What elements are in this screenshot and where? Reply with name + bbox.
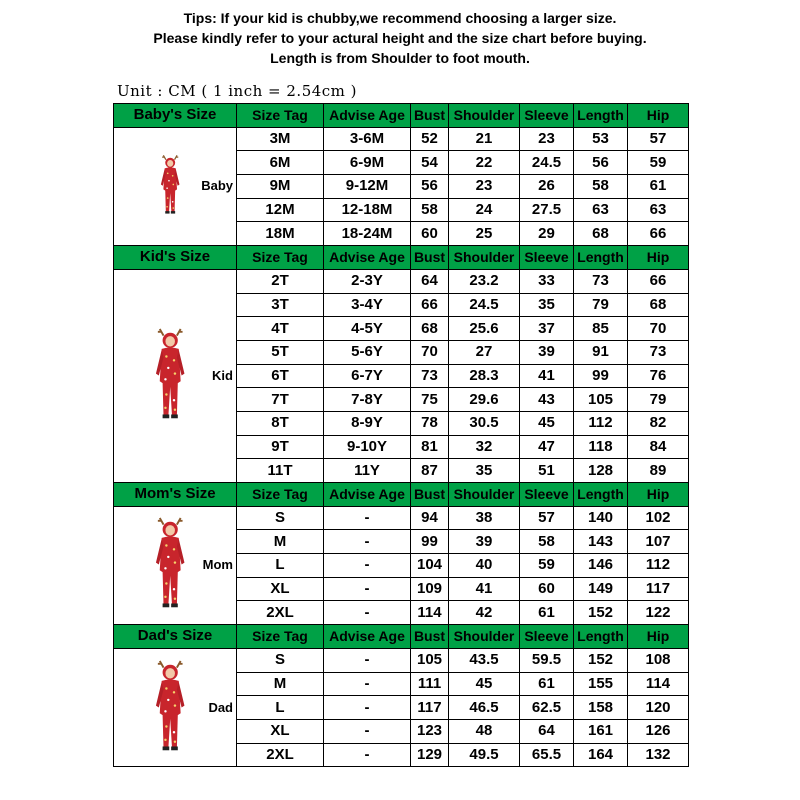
mom-pajama-figure [151,516,189,616]
table-cell: 60 [520,577,574,601]
table-row [114,127,689,151]
table-cell: 2XL [237,601,324,625]
table-cell: 63 [628,198,689,222]
table-cell: 18-24M [324,222,411,246]
table-cell: 26 [520,175,574,199]
table-cell: 9M [237,175,324,199]
table-cell: 4T [237,317,324,341]
table-cell: 2XL [237,743,324,767]
table-cell: XL [237,577,324,601]
section-header-row [114,246,689,270]
table-cell: 78 [411,411,449,435]
table-cell: 66 [628,222,689,246]
column-header: Shoulder [449,104,520,128]
table-cell: 25 [449,222,520,246]
table-cell: L [237,696,324,720]
table-cell: 47 [520,435,574,459]
column-header: Shoulder [449,483,520,507]
table-cell: 152 [574,601,628,625]
table-cell: 79 [628,388,689,412]
table-cell: 24.5 [520,151,574,175]
table-cell: 68 [411,317,449,341]
table-cell: 118 [574,435,628,459]
dad-pajama-figure [151,658,189,758]
table-cell: 114 [628,672,689,696]
table-cell: 37 [520,317,574,341]
table-cell: 81 [411,435,449,459]
table-cell: 152 [574,648,628,672]
table-cell: 22 [449,151,520,175]
table-cell: 158 [574,696,628,720]
table-cell: 61 [628,175,689,199]
section-title: Kid's Size [114,246,237,270]
table-cell: 76 [628,364,689,388]
table-cell: 52 [411,127,449,151]
section-header-row [114,625,689,649]
table-cell: 8T [237,411,324,435]
table-cell: - [324,601,411,625]
table-cell: 35 [520,293,574,317]
table-cell: 57 [628,127,689,151]
table-cell: 129 [411,743,449,767]
table-cell: 45 [520,411,574,435]
section-header-row [114,483,689,507]
table-cell: 5-6Y [324,340,411,364]
table-cell: 94 [411,506,449,530]
table-cell: 85 [574,317,628,341]
table-cell: 39 [520,340,574,364]
table-cell: 73 [574,269,628,293]
column-header: Advise Age [324,246,411,270]
model-image-cell [114,648,237,766]
table-cell: 11Y [324,459,411,483]
person-label: Mom [202,557,233,573]
table-cell: 9-12M [324,175,411,199]
column-header: Length [574,483,628,507]
table-cell: 70 [628,317,689,341]
column-header: Size Tag [237,104,324,128]
table-cell: L [237,554,324,578]
kid-pajama-figure [151,326,189,426]
tip-line-2: Please kindly refer to your actural height and the size chart before buying. [153,30,647,46]
table-cell: 59.5 [520,648,574,672]
table-cell: 21 [449,127,520,151]
table-cell: 3T [237,293,324,317]
table-cell: 146 [574,554,628,578]
table-cell: 3-6M [324,127,411,151]
table-cell: 114 [411,601,449,625]
table-cell: 9-10Y [324,435,411,459]
table-cell: 11T [237,459,324,483]
table-cell: M [237,672,324,696]
table-cell: 39 [449,530,520,554]
tip-line-3: Length is from Shoulder to foot mouth. [270,50,530,66]
table-cell: 58 [411,198,449,222]
table-cell: 59 [520,554,574,578]
model-image-cell [114,506,237,624]
column-header: Length [574,104,628,128]
table-cell: 38 [449,506,520,530]
table-cell: 23 [449,175,520,199]
table-cell: 143 [574,530,628,554]
column-header: Size Tag [237,246,324,270]
table-cell: - [324,577,411,601]
column-header: Advise Age [324,483,411,507]
table-cell: 66 [628,269,689,293]
table-cell: 24.5 [449,293,520,317]
column-header: Bust [411,246,449,270]
table-cell: 42 [449,601,520,625]
table-cell: 117 [628,577,689,601]
table-cell: 43 [520,388,574,412]
model-image-cell [114,127,237,245]
table-cell: 54 [411,151,449,175]
table-row [114,269,689,293]
table-row [114,506,689,530]
table-cell: 102 [628,506,689,530]
table-cell: 68 [628,293,689,317]
table-cell: 70 [411,340,449,364]
column-header: Size Tag [237,483,324,507]
table-cell: 155 [574,672,628,696]
table-cell: 7T [237,388,324,412]
table-cell: 8-9Y [324,411,411,435]
column-header: Advise Age [324,625,411,649]
column-header: Length [574,625,628,649]
column-header: Shoulder [449,246,520,270]
table-cell: 140 [574,506,628,530]
column-header: Sleeve [520,104,574,128]
table-cell: 161 [574,719,628,743]
table-cell: 123 [411,719,449,743]
table-cell: 105 [574,388,628,412]
table-cell: 58 [574,175,628,199]
column-header: Hip [628,625,689,649]
table-cell: 87 [411,459,449,483]
table-cell: 12M [237,198,324,222]
table-cell: - [324,648,411,672]
table-cell: 79 [574,293,628,317]
table-cell: 3-4Y [324,293,411,317]
table-cell: - [324,719,411,743]
unit-note: Unit : CM ( 1 inch = 2.54cm ) [117,82,358,100]
column-header: Bust [411,483,449,507]
table-cell: 65.5 [520,743,574,767]
table-cell: 132 [628,743,689,767]
table-cell: 63 [574,198,628,222]
column-header: Bust [411,104,449,128]
table-cell: 12-18M [324,198,411,222]
size-chart-table [113,103,689,767]
table-cell: 56 [574,151,628,175]
table-cell: 58 [520,530,574,554]
table-cell: 111 [411,672,449,696]
table-cell: 73 [628,340,689,364]
section-title: Dad's Size [114,625,237,649]
table-cell: M [237,530,324,554]
baby-pajama-figure [158,154,183,219]
table-cell: 4-5Y [324,317,411,341]
table-cell: 104 [411,554,449,578]
table-cell: 84 [628,435,689,459]
table-cell: 128 [574,459,628,483]
person-label: Baby [201,178,233,194]
table-cell: 28.3 [449,364,520,388]
table-cell: 149 [574,577,628,601]
table-cell: 29 [520,222,574,246]
table-cell: 32 [449,435,520,459]
table-cell: 99 [574,364,628,388]
table-cell: 53 [574,127,628,151]
section-header-row [114,104,689,128]
table-cell: 25.6 [449,317,520,341]
table-cell: 56 [411,175,449,199]
table-cell: 24 [449,198,520,222]
column-header: Advise Age [324,104,411,128]
table-cell: 29.6 [449,388,520,412]
column-header: Size Tag [237,625,324,649]
column-header: Bust [411,625,449,649]
table-cell: 62.5 [520,696,574,720]
table-cell: 105 [411,648,449,672]
table-cell: - [324,672,411,696]
table-cell: 9T [237,435,324,459]
table-cell: 23.2 [449,269,520,293]
table-cell: - [324,554,411,578]
section-title: Mom's Size [114,483,237,507]
table-cell: 91 [574,340,628,364]
table-cell: 61 [520,601,574,625]
table-cell: 6-9M [324,151,411,175]
table-cell: 30.5 [449,411,520,435]
table-cell: 41 [520,364,574,388]
table-cell: 33 [520,269,574,293]
table-cell: 112 [574,411,628,435]
table-cell: 59 [628,151,689,175]
tips-block [0,8,800,68]
person-label: Dad [208,699,233,715]
column-header: Hip [628,246,689,270]
table-cell: 73 [411,364,449,388]
table-cell: 117 [411,696,449,720]
table-cell: S [237,648,324,672]
model-image-cell [114,269,237,482]
table-cell: 27 [449,340,520,364]
section-title: Baby's Size [114,104,237,128]
column-header: Sleeve [520,625,574,649]
table-cell: 18M [237,222,324,246]
table-cell: 6-7Y [324,364,411,388]
table-cell: 49.5 [449,743,520,767]
table-cell: - [324,506,411,530]
table-cell: 61 [520,672,574,696]
table-cell: 109 [411,577,449,601]
table-cell: 2-3Y [324,269,411,293]
table-cell: 6T [237,364,324,388]
table-cell: 23 [520,127,574,151]
column-header: Length [574,246,628,270]
table-row [114,648,689,672]
table-cell: XL [237,719,324,743]
table-cell: 82 [628,411,689,435]
table-cell: 66 [411,293,449,317]
table-cell: 112 [628,554,689,578]
table-cell: 7-8Y [324,388,411,412]
table-cell: 89 [628,459,689,483]
table-cell: 43.5 [449,648,520,672]
table-cell: 27.5 [520,198,574,222]
column-header: Hip [628,483,689,507]
table-cell: 64 [520,719,574,743]
table-cell: 108 [628,648,689,672]
table-cell: 120 [628,696,689,720]
table-cell: 3M [237,127,324,151]
table-cell: 40 [449,554,520,578]
table-cell: - [324,743,411,767]
table-cell: 46.5 [449,696,520,720]
table-cell: 6M [237,151,324,175]
table-cell: 164 [574,743,628,767]
table-cell: - [324,696,411,720]
column-header: Hip [628,104,689,128]
column-header: Shoulder [449,625,520,649]
table-cell: 75 [411,388,449,412]
column-header: Sleeve [520,246,574,270]
table-cell: 64 [411,269,449,293]
table-cell: 51 [520,459,574,483]
tip-line-1: Tips: If your kid is chubby,we recommend choosing a larger size. [183,10,617,26]
table-cell: 5T [237,340,324,364]
table-cell: 41 [449,577,520,601]
table-cell: 2T [237,269,324,293]
table-cell: 48 [449,719,520,743]
table-cell: - [324,530,411,554]
column-header: Sleeve [520,483,574,507]
table-cell: 126 [628,719,689,743]
table-cell: 107 [628,530,689,554]
table-cell: 60 [411,222,449,246]
table-cell: 45 [449,672,520,696]
table-cell: S [237,506,324,530]
table-cell: 68 [574,222,628,246]
table-cell: 122 [628,601,689,625]
table-cell: 35 [449,459,520,483]
person-label: Kid [212,367,233,383]
table-cell: 99 [411,530,449,554]
table-cell: 57 [520,506,574,530]
